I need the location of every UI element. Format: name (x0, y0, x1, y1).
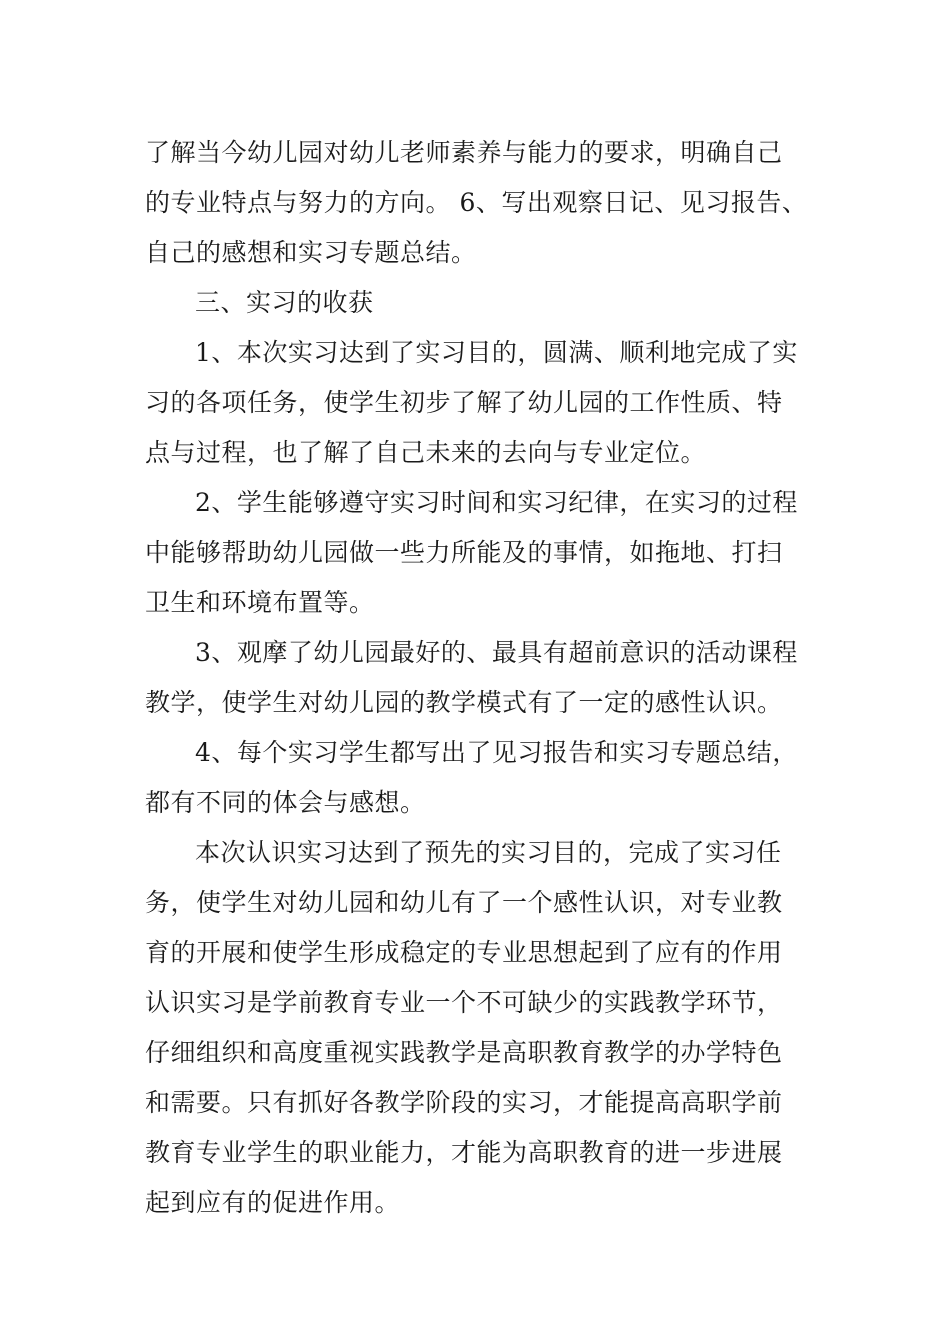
text-line: 中能够帮助幼儿园做一些力所能及的事情，如拖地、打扫 (145, 538, 783, 567)
text-line: 3、观摩了幼儿园最好的、最具有超前意识的活动课程 (195, 638, 798, 667)
text-line: 教学，使学生对幼儿园的教学模式有了一定的感性认识。 (145, 688, 783, 717)
text-line: 认识实习是学前教育专业一个不可缺少的实践教学环节， (145, 988, 783, 1017)
text-line: 的专业特点与努力的方向。 6、写出观察日记、见习报告、 (145, 188, 808, 217)
text-line: 1、本次实习达到了实习目的，圆满、顺利地完成了实 (195, 338, 798, 367)
text-line: 本次认识实习达到了预先的实习目的，完成了实习任 (195, 838, 782, 867)
document-body (145, 128, 825, 1228)
text-line: 育的开展和使学生形成稳定的专业思想起到了应有的作用 (145, 938, 783, 967)
text-line: 点与过程，也了解了自己未来的去向与专业定位。 (145, 438, 707, 467)
text-line: 都有不同的体会与感想。 (145, 788, 426, 817)
text-line: 教育专业学生的职业能力，才能为高职教育的进一步进展 (145, 1138, 783, 1167)
text-line: 卫生和环境布置等。 (145, 588, 375, 617)
text-line: 起到应有的促进作用。 (145, 1188, 401, 1217)
text-line: 习的各项任务，使学生初步了解了幼儿园的工作性质、特 (145, 388, 783, 417)
text-line: 务，使学生对幼儿园和幼儿有了一个感性认识，对专业教 (145, 888, 783, 917)
text-line: 了解当今幼儿园对幼儿老师素养与能力的要求，明确自己 (145, 138, 783, 167)
text-line: 和需要。只有抓好各教学阶段的实习，才能提高高职学前 (145, 1088, 783, 1117)
section-heading: 三、实习的收获 (195, 288, 374, 317)
text-line: 仔细组织和高度重视实践教学是高职教育教学的办学特色 (145, 1038, 783, 1067)
text-line: 自己的感想和实习专题总结。 (145, 238, 477, 267)
text-line: 2、学生能够遵守实习时间和实习纪律，在实习的过程 (195, 488, 798, 517)
text-line: 4、每个实习学生都写出了见习报告和实习专题总结， (195, 738, 798, 767)
